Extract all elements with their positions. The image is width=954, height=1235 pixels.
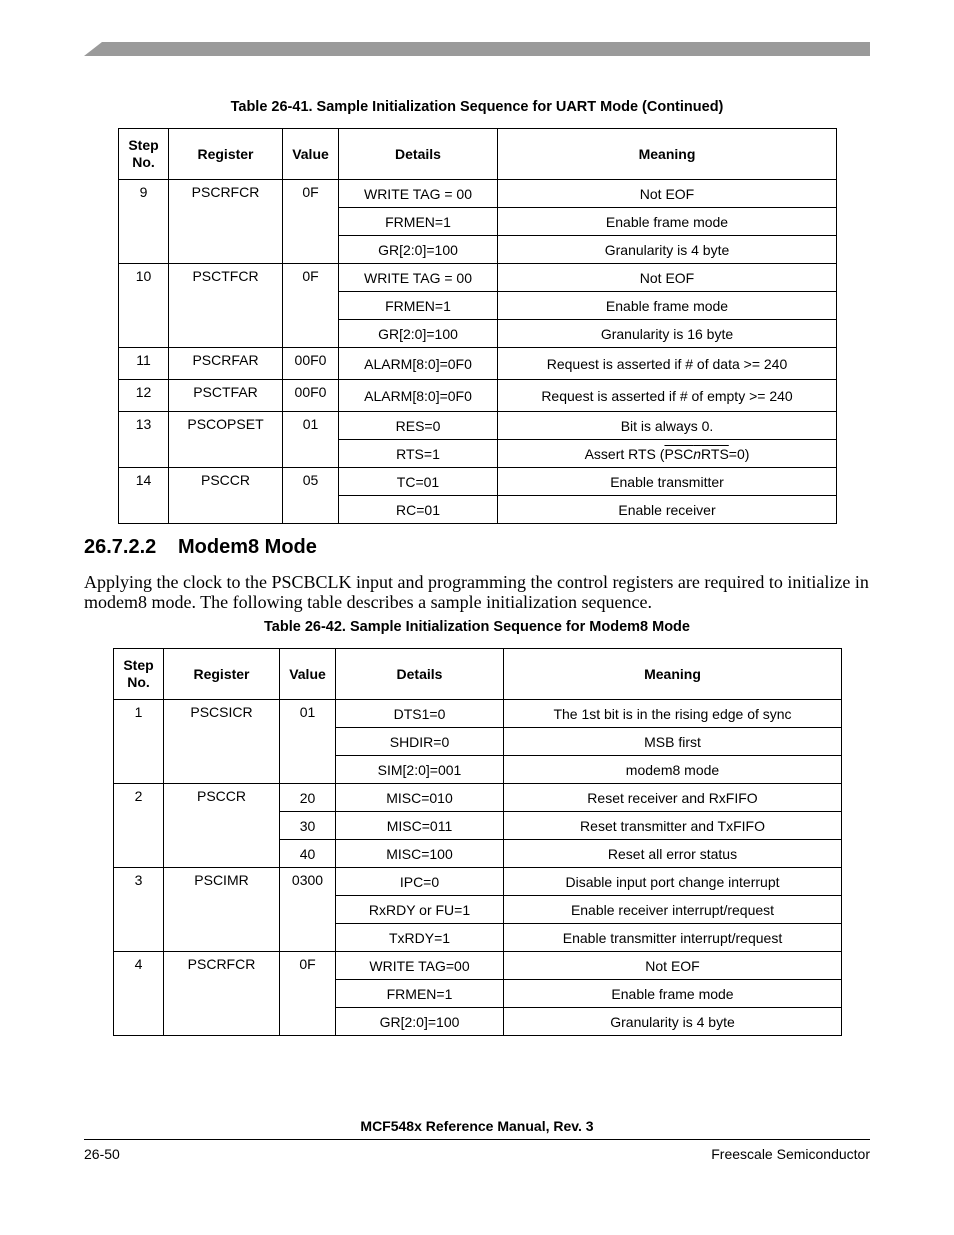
register-cell: PSCRFCR — [164, 952, 280, 1036]
table-row — [114, 868, 842, 896]
register-cell: PSCOPSET — [169, 412, 283, 468]
details-cell: MISC=011 — [336, 812, 504, 840]
header-bar — [84, 42, 870, 56]
signal-psc: PSC — [664, 445, 694, 462]
value-cell: 00F0 — [283, 348, 339, 380]
meaning-cell: Enable frame mode — [498, 292, 837, 320]
meaning-cell: Not EOF — [498, 180, 837, 208]
details-cell: FRMEN=1 — [339, 292, 498, 320]
details-cell: RES=0 — [339, 412, 498, 440]
details-cell: RC=01 — [339, 496, 498, 524]
table2-caption: Table 26-42. Sample Initialization Sequence for Modem8 Mode — [264, 619, 690, 635]
details-cell: IPC=0 — [336, 868, 504, 896]
header-details: Details — [336, 649, 504, 700]
footer-divider — [84, 1139, 870, 1140]
meaning-cell: Enable transmitter — [498, 468, 837, 496]
table-header-row — [114, 649, 842, 700]
meaning-suffix: =0) — [728, 445, 750, 462]
body-paragraph: Applying the clock to the PSCBCLK input and programming the control registers are required to initialize in modem8 mode. The following table describes a sample initialization sequence. — [84, 572, 869, 612]
table-row — [119, 380, 837, 412]
header-step: Step No. — [114, 649, 164, 700]
table-row — [119, 180, 837, 208]
details-cell: ALARM[8:0]=0F0 — [339, 380, 498, 412]
value-cell: 0F — [283, 264, 339, 348]
page-number: 26-50 — [84, 1146, 120, 1162]
value-cell: 0300 — [280, 868, 336, 952]
header-step: Step No. — [119, 129, 169, 180]
value-cell: 0F — [280, 952, 336, 1036]
register-cell: PSCCR — [169, 468, 283, 524]
details-cell: TC=01 — [339, 468, 498, 496]
value-cell: 20 — [280, 784, 336, 812]
register-cell: PSCTFAR — [169, 380, 283, 412]
footer-manual-title: MCF548x Reference Manual, Rev. 3 — [360, 1118, 594, 1134]
value-cell: 05 — [283, 468, 339, 524]
meaning-cell: The 1st bit is in the rising edge of sync — [504, 700, 842, 728]
step-cell: 3 — [114, 868, 164, 952]
details-cell: GR[2:0]=100 — [336, 1008, 504, 1036]
signal-index: n — [693, 445, 702, 462]
header-register: Register — [169, 129, 283, 180]
meaning-cell: MSB first — [504, 728, 842, 756]
value-cell: 30 — [280, 812, 336, 840]
step-cell: 12 — [119, 380, 169, 412]
header-register: Register — [164, 649, 280, 700]
details-cell: TxRDY=1 — [336, 924, 504, 952]
register-cell: PSCRFAR — [169, 348, 283, 380]
details-cell: RTS=1 — [339, 440, 498, 468]
details-cell: GR[2:0]=100 — [339, 320, 498, 348]
details-cell: GR[2:0]=100 — [339, 236, 498, 264]
details-cell: ALARM[8:0]=0F0 — [339, 348, 498, 380]
register-cell: PSCTFCR — [169, 264, 283, 348]
step-cell: 14 — [119, 468, 169, 524]
register-cell: PSCSICR — [164, 700, 280, 784]
section-number: 26.7.2.2 — [84, 536, 157, 558]
meaning-cell: Enable frame mode — [504, 980, 842, 1008]
meaning-cell: Enable frame mode — [498, 208, 837, 236]
meaning-cell: Not EOF — [498, 264, 837, 292]
table-row — [119, 468, 837, 496]
section-title: Modem8 Mode — [178, 536, 317, 558]
table-row — [114, 952, 842, 980]
meaning-prefix: Assert RTS ( — [584, 445, 665, 462]
step-cell: 1 — [114, 700, 164, 784]
meaning-cell: Not EOF — [504, 952, 842, 980]
step-cell: 10 — [119, 264, 169, 348]
meaning-cell: Request is asserted if # of data >= 240 — [498, 348, 837, 380]
value-cell: 40 — [280, 840, 336, 868]
table-row — [114, 784, 842, 812]
details-cell: WRITE TAG=00 — [336, 952, 504, 980]
header-value: Value — [280, 649, 336, 700]
table-row — [119, 264, 837, 292]
meaning-cell: Request is asserted if # of empty >= 240 — [498, 380, 837, 412]
footer-company: Freescale Semiconductor — [711, 1146, 870, 1162]
header-meaning: Meaning — [504, 649, 842, 700]
meaning-cell: Disable input port change interrupt — [504, 868, 842, 896]
details-cell: RxRDY or FU=1 — [336, 896, 504, 924]
details-cell: FRMEN=1 — [339, 208, 498, 236]
meaning-cell: Bit is always 0. — [498, 412, 837, 440]
meaning-cell: modem8 mode — [504, 756, 842, 784]
value-cell: 0F — [283, 180, 339, 264]
header-details: Details — [339, 129, 498, 180]
table-modem8-mode — [113, 648, 842, 1036]
step-cell: 2 — [114, 784, 164, 868]
meaning-cell: Granularity is 4 byte — [504, 1008, 842, 1036]
table-header-row — [119, 129, 837, 180]
details-cell: FRMEN=1 — [336, 980, 504, 1008]
details-cell: SIM[2:0]=001 — [336, 756, 504, 784]
meaning-cell: Reset all error status — [504, 840, 842, 868]
step-cell: 13 — [119, 412, 169, 468]
signal-rts: RTS — [701, 445, 729, 462]
table-row — [119, 348, 837, 380]
step-cell: 4 — [114, 952, 164, 1036]
meaning-cell: Granularity is 16 byte — [498, 320, 837, 348]
register-cell: PSCCR — [164, 784, 280, 868]
meaning-cell: Granularity is 4 byte — [498, 236, 837, 264]
value-cell: 01 — [280, 700, 336, 784]
step-cell: 11 — [119, 348, 169, 380]
table-row — [114, 700, 842, 728]
meaning-cell: Enable transmitter interrupt/request — [504, 924, 842, 952]
details-cell: WRITE TAG = 00 — [339, 264, 498, 292]
header-meaning: Meaning — [498, 129, 837, 180]
details-cell: DTS1=0 — [336, 700, 504, 728]
section-heading — [84, 536, 317, 559]
table-uart-mode — [118, 128, 837, 524]
meaning-cell: Reset transmitter and TxFIFO — [504, 812, 842, 840]
table1-caption: Table 26-41. Sample Initialization Sequence for UART Mode (Continued) — [230, 99, 724, 115]
table-row — [119, 412, 837, 440]
header-value: Value — [283, 129, 339, 180]
meaning-cell: Enable receiver — [498, 496, 837, 524]
register-cell: PSCIMR — [164, 868, 280, 952]
details-cell: MISC=010 — [336, 784, 504, 812]
details-cell: SHDIR=0 — [336, 728, 504, 756]
value-cell: 00F0 — [283, 380, 339, 412]
register-cell: PSCRFCR — [169, 180, 283, 264]
meaning-cell: Reset receiver and RxFIFO — [504, 784, 842, 812]
signal-name-overline — [664, 446, 728, 462]
meaning-cell — [498, 440, 837, 468]
meaning-cell: Enable receiver interrupt/request — [504, 896, 842, 924]
value-cell: 01 — [283, 412, 339, 468]
details-cell: MISC=100 — [336, 840, 504, 868]
details-cell: WRITE TAG = 00 — [339, 180, 498, 208]
step-cell: 9 — [119, 180, 169, 264]
